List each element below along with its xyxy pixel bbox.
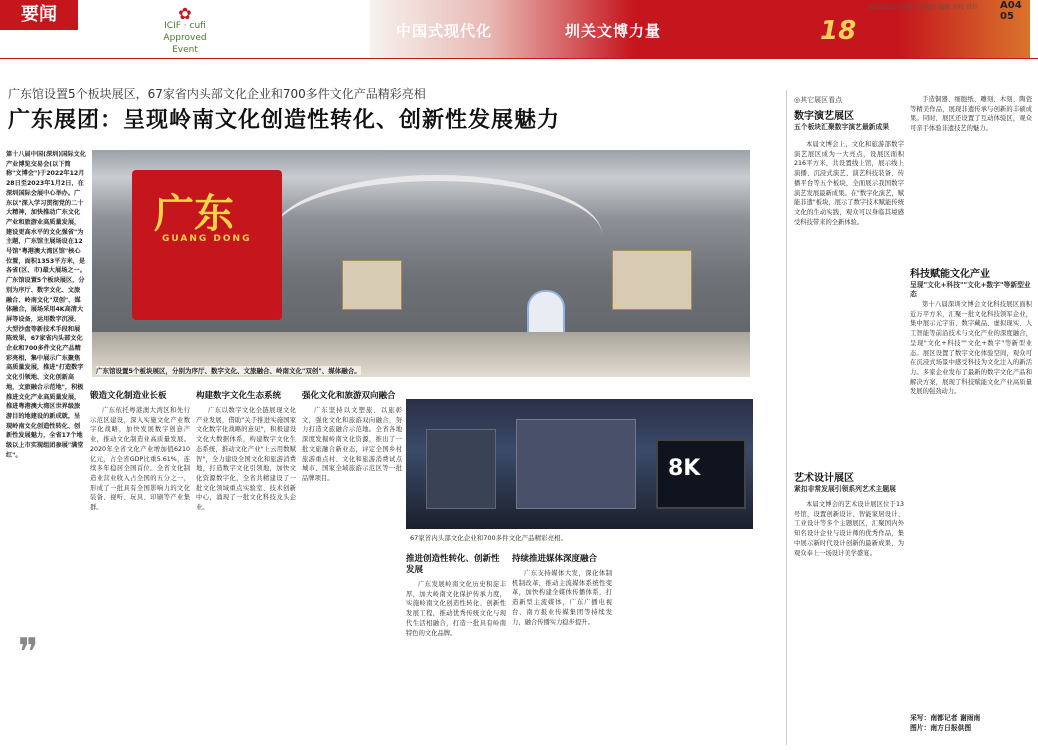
sidebar-top-right-body bbox=[910, 95, 1032, 270]
article-subtitle: 广东馆设置5个板块展区，67家省内头部文化企业和700多件文化产品精彩亮相 bbox=[8, 87, 426, 101]
booth-sign-en: GUANG DONG bbox=[162, 234, 252, 244]
photo-display-case bbox=[516, 419, 636, 509]
section-body: 广东支持媒体大发，深化体制机制改革，推动主流媒体系统性变革，加快构建全媒体传播体系，打造新型主流媒体，广东广播电视台、南方报业传媒集团等持续发力，融合传播实力稳步提升。 bbox=[512, 570, 612, 626]
section-heading: 强化文化和旅游双向融合 bbox=[302, 391, 396, 401]
photo2-caption: 67家省内头部文化企业和700多件文化产品精彩亮相。 bbox=[410, 534, 568, 542]
article-column-2 bbox=[196, 385, 296, 745]
section-tab: 要闻 bbox=[0, 0, 78, 30]
sidebar-tech-body bbox=[910, 300, 1032, 705]
banner-left-text: 中国式现代化 bbox=[396, 22, 493, 40]
article-column-5 bbox=[512, 548, 612, 748]
sidebar-design-body bbox=[794, 500, 904, 745]
screen-text: 8K bbox=[668, 456, 701, 481]
section-heading: 持续推进媒体深度融合 bbox=[512, 554, 598, 564]
logo-sub: Approved Event bbox=[163, 33, 207, 55]
photo-screen bbox=[656, 439, 746, 509]
photo-arch bbox=[272, 175, 602, 235]
section-heading: 锻造文化制造业长板 bbox=[90, 391, 167, 401]
banner-number: 18 bbox=[820, 16, 857, 46]
banner-right-text: 圳关文博力量 bbox=[565, 22, 662, 40]
sidebar-design-head bbox=[794, 472, 904, 494]
sidebar-body: 本届文博会的艺术设计展区位于13号馆，设置创新设计、智能家居设计、工业设计等多个主题展区，汇聚国内外知名设计企业与设计师的优秀作品，集中展示新时代设计创新的最新成果，为观众奉上一场设计美学盛宴。 bbox=[794, 501, 904, 557]
byline-credit: 采写：南都记者 谢雨南 图片：南方日报供图 bbox=[910, 714, 981, 732]
sidebar-digital-body bbox=[794, 140, 904, 500]
photo-display-case bbox=[426, 429, 496, 509]
sidebar-body: 本届文博会上，文化和旅游部数字演艺展区成为一大亮点，设展区面积216平方米，共设置线上馆，展示线上演播、沉浸式演艺、演艺科技装备、传播平台等五个板块，全面展示我国数字演艺发展最新成果。在"数字化演艺，赋能非遗"板块，展示了数字技术赋能传统文化的生动实践，观众可以身临其境感受科技带来的全新体验。 bbox=[794, 141, 904, 226]
date-line: 2022年12月29日 星期四 编辑 审校 设计 bbox=[868, 4, 979, 11]
sidebar-sub: 紧扣非常发展引领系列艺术主题展 bbox=[794, 485, 896, 493]
sidebar-title: 数字演艺展区 bbox=[794, 111, 854, 122]
article-column-1 bbox=[90, 385, 190, 745]
sidebar-body: 第十八届深圳文博会文化科技展区面积近万平方米，汇聚一批文化科技领军企业，集中展示元宇宙、数字藏品、虚拟现实、人工智能等前沿技术与文化产业的深度融合，呈现"文化+科技""文化+数字"等新型业态。展区设置了数字文化体验空间，观众可在沉浸式场景中感受科技为文化注入的新活力。多家企业发布了最新的数字文化产品和解决方案，展现了科技赋能文化产业高质量发展的强劲动力。 bbox=[910, 301, 1032, 396]
section-body: 广东坚持以文塑旅、以旅彰文，强化文化和旅游双向融合，努力打造文旅融合示范地。全省各地深度发掘岭南文化资源，推出了一批文旅融合新业态，评定全国乡村旅游重点村、文化和旅游消费试点城市、国家全域旅游示范区等一批品牌项目。 bbox=[302, 407, 402, 482]
sidebar-digital-head bbox=[794, 110, 904, 132]
section-heading: 推进创造性转化、创新性发展 bbox=[406, 554, 500, 575]
sidebar-label: ◎其它展区看点 bbox=[794, 96, 843, 104]
column-divider bbox=[786, 90, 787, 745]
quote-mark-icon: ❞ bbox=[18, 630, 39, 674]
photo-display-case bbox=[342, 260, 402, 310]
logo-mark-icon: ✿ bbox=[178, 4, 192, 23]
header-divider bbox=[0, 58, 1038, 59]
page-number: A04 05 bbox=[1000, 0, 1022, 22]
sidebar-title: 科技赋能文化产业 bbox=[910, 269, 990, 280]
article-column-4-top bbox=[406, 385, 506, 395]
section-body: 广东依托粤港澳大湾区和先行示范区建设，深入实施文化产业数字化战略，加快发展数字创意产业，推动文化制造业高质量发展。2020年全省文化产业增加值6210亿元，占全省GDP比重5.61%，连续多年稳居全国首位。全省文化制造业营业收入占全国的五分之一，形成了一批具有全国影响力的文化装备、视听、玩具、印刷等产业集群。 bbox=[90, 407, 190, 512]
section-heading: 构建数字文化生态系统 bbox=[196, 391, 282, 401]
section-body: 广东发展岭南文化历史积淀丰厚，加大岭南文化保护传承力度，实施岭南文化创造性转化、创新性发展工程，推动优秀传统文化与现代生活相融合，打造一批具有岭南特色的文化品牌。 bbox=[406, 581, 506, 637]
sidebar-tech-head bbox=[910, 268, 1032, 299]
sidebar-sub: 呈现"文化+科技""文化+数字"等新型业态 bbox=[910, 281, 1031, 298]
photo1-caption: 广东馆设置5个板块展区，分别为序厅、数字文化、文旅融合、岭南文化"双创"、媒体融合。 bbox=[96, 367, 361, 375]
sidebar-sub: 五个板块汇聚数字演艺最新成果 bbox=[794, 123, 890, 131]
article-headline: 广东展团：呈现岭南文化创造性转化、创新性发展魅力 bbox=[8, 107, 561, 133]
lead-paragraph: 第十八届中国(深圳)国际文化产业博览交易会(以下简称"文博会")于2022年12月28日至2023年1月2日，在深圳国际会展中心举办。广东以"深入学习贯彻党的二十大精神，加快推动广东文化产业和旅游业高质量发展，建设更高水平的文化强省"为主题，广东馆主展场设在12号馆"粤港澳大湾区馆"核心位置，面积1353平方米，是各省(区、市)最大展场之一。广东馆设置5个板块展区，分别为序厅、数字文化、文旅融合、岭南文化"双创"、媒体融合，展场采用4K高清大屏等设备，运用数字沉浸、大型沙盘等新技术手段和展陈效果，67家省内头部文化企业和700多件文化产品精彩亮相，集中展示广东聚焦高质量发展，推进"打造数字文化引领地、文化创新高地，文旅融合示范地"，积极推进文化产业高质量发展，推进粤港澳大湾区世界级旅游目的地建设的新成就，呈现岭南文化创造性转化、创新性发展魅力，全省17个地级以上市实现组团参展"满堂红"。 bbox=[6, 151, 86, 459]
article-column-4 bbox=[406, 548, 506, 748]
exhibition-hall-photo bbox=[92, 150, 750, 377]
expo-logo bbox=[150, 4, 220, 55]
exhibit-display-photo bbox=[406, 399, 753, 529]
booth-sign-text: 广东 bbox=[154, 190, 234, 237]
article-column-3 bbox=[302, 385, 402, 745]
photo-display-case bbox=[612, 250, 692, 310]
section-body: 广东以数字文化全链展现文化产业发展，借助"关于推进实施国家文化数字化战略的意见"，积极建设文化大数据体系，构建数字文化生态系统，推动文化产业"上云用数赋智"，全力建设全国文化和旅游消费地，打造数字文化引领地，加快文化资源数字化，全省共精建设了一批文化领域重点实验室、技术创新中心，涌现了一批文化科技龙头企业。 bbox=[196, 407, 296, 512]
logo-text: ICIF · cufi bbox=[164, 21, 206, 31]
sidebar-title: 艺术设计展区 bbox=[794, 473, 854, 484]
sidebar-body: 手造铜器、细胞纸、雕刻、木刻、陶瓷等精美作品，展现非遗传承与创新的丰硕成果。同时，展区还设置了互动体验区，观众可亲手体验非遗技艺的魅力。 bbox=[910, 96, 1032, 133]
